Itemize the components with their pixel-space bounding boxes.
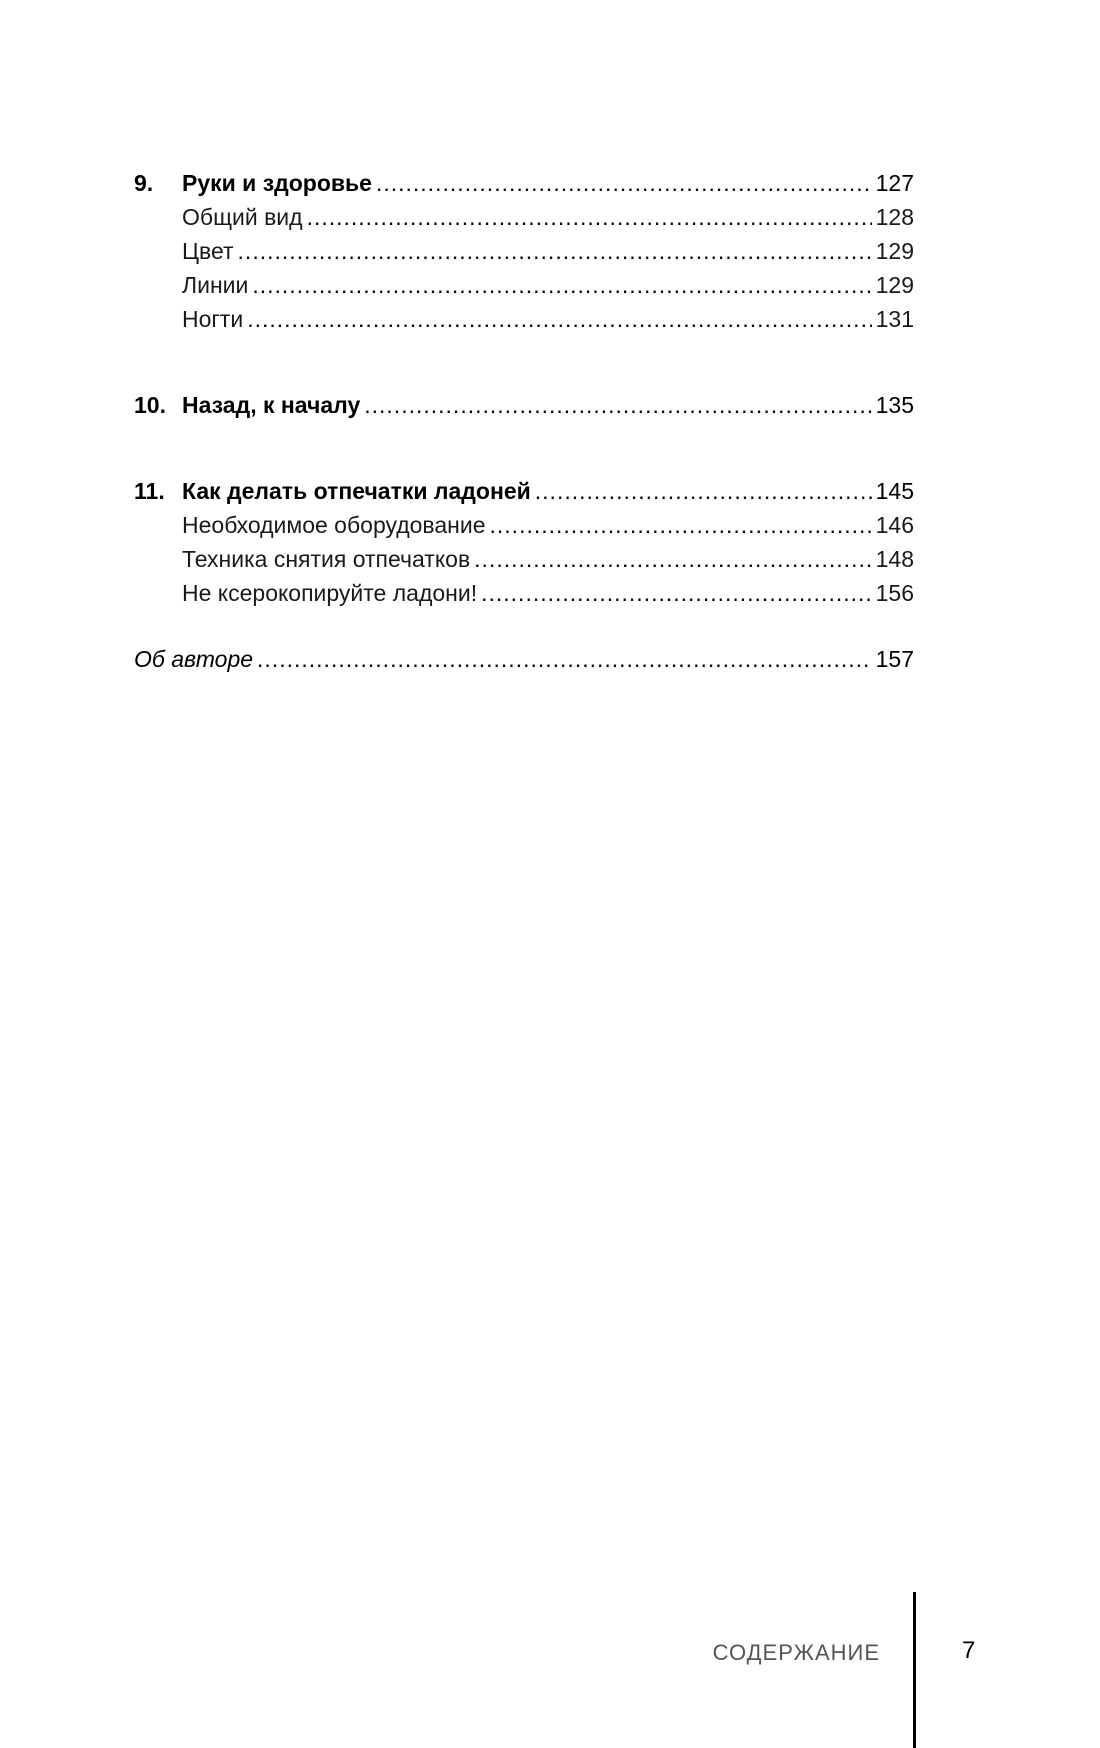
folio-page-number: 7 xyxy=(962,1637,976,1664)
section-title: Не ксерокопируйте ладони! xyxy=(182,580,478,606)
page-number: 157 xyxy=(875,646,914,672)
page-number: 135 xyxy=(875,392,914,418)
chapter-number: 9. xyxy=(134,170,154,196)
dot-leader xyxy=(490,508,872,542)
spacer xyxy=(134,610,914,642)
chapter-number: 10. xyxy=(134,392,166,418)
section-title: Цвет xyxy=(182,238,234,264)
section-title: Линии xyxy=(182,272,249,298)
toc-entry-section[interactable] xyxy=(134,302,914,336)
chapter-number: 11. xyxy=(134,478,165,504)
toc-entry-section[interactable] xyxy=(134,542,914,576)
dot-leader xyxy=(481,576,872,610)
toc-entry-chapter[interactable] xyxy=(134,166,914,200)
toc-chapter-9 xyxy=(134,166,914,336)
page-number: 145 xyxy=(875,478,914,504)
dot-leader xyxy=(364,388,871,422)
page-number: 129 xyxy=(875,238,914,264)
footer-divider xyxy=(913,1592,916,1748)
chapter-title: Как делать отпечатки ладоней xyxy=(182,478,531,504)
table-of-contents xyxy=(134,166,914,676)
page-number: 148 xyxy=(875,546,914,572)
toc-entry-chapter[interactable] xyxy=(134,388,914,422)
toc-entry-section[interactable] xyxy=(134,268,914,302)
section-title: Ногти xyxy=(182,306,244,332)
toc-entry-section[interactable] xyxy=(134,576,914,610)
toc-chapter-11 xyxy=(134,474,914,610)
dot-leader xyxy=(238,234,872,268)
chapter-title: Руки и здоровье xyxy=(182,170,372,196)
running-footer-section: СОДЕРЖАНИЕ xyxy=(712,1640,880,1665)
toc-entry-section[interactable] xyxy=(134,200,914,234)
dot-leader xyxy=(257,642,872,676)
dot-leader xyxy=(247,302,871,336)
dot-leader xyxy=(307,200,872,234)
page-number: 131 xyxy=(875,306,914,332)
page-number: 129 xyxy=(875,272,914,298)
toc-about xyxy=(134,642,914,676)
page-number: 127 xyxy=(875,170,914,196)
section-title: Общий вид xyxy=(182,204,303,230)
page-number: 156 xyxy=(875,580,914,606)
chapter-title: Назад, к началу xyxy=(182,392,361,418)
toc-entry-chapter[interactable] xyxy=(134,474,914,508)
section-title: Техника снятия отпечатков xyxy=(182,546,471,572)
dot-leader xyxy=(474,542,871,576)
toc-entry-section[interactable] xyxy=(134,234,914,268)
toc-chapter-10 xyxy=(134,388,914,422)
page-number: 146 xyxy=(875,512,914,538)
dot-leader xyxy=(252,268,871,302)
toc-entry-section[interactable] xyxy=(134,508,914,542)
dot-leader xyxy=(535,474,872,508)
section-title: Необходимое оборудование xyxy=(182,512,486,538)
spacer xyxy=(134,422,914,474)
page-number: 128 xyxy=(875,204,914,230)
about-title: Об авторе xyxy=(134,646,254,672)
dot-leader xyxy=(376,166,872,200)
toc-entry-about[interactable] xyxy=(134,642,914,676)
spacer xyxy=(134,336,914,388)
